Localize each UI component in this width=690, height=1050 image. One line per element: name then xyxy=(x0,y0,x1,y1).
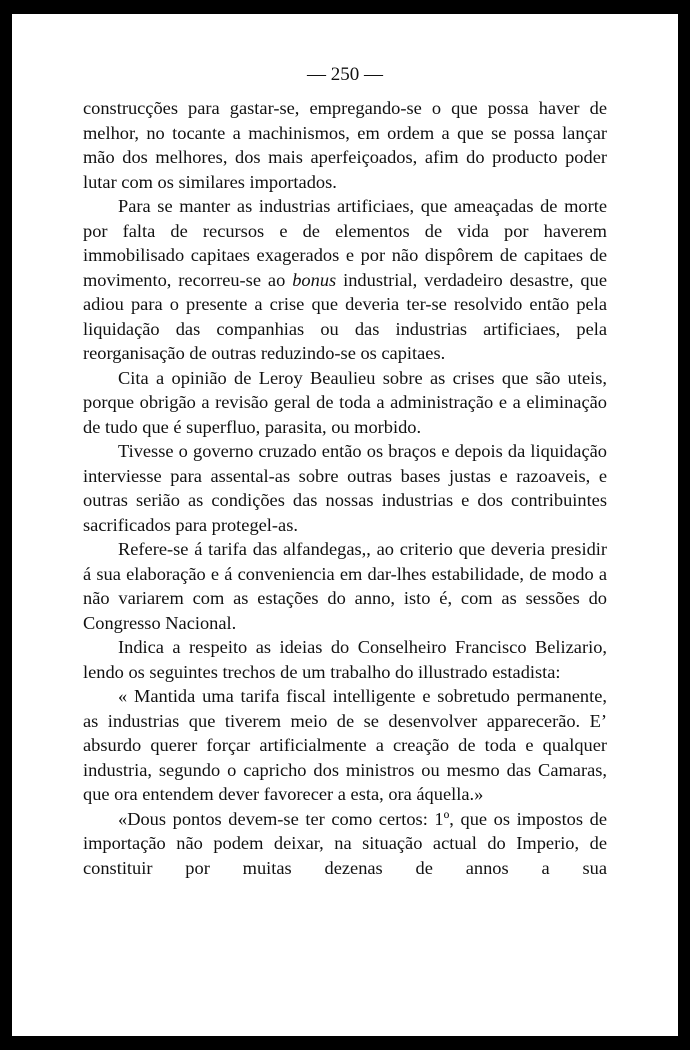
paragraph-6: Indica a respeito as ideias do Conselheiro Francisco Belizario, lendo os seguintes trechos de um trabalho do illustrado estadista: xyxy=(83,637,607,682)
book-page xyxy=(12,14,678,1036)
page-body xyxy=(83,96,607,880)
paragraph-2-part-1: Para se manter as industrias artificiaes, que ameaçadas de morte por falta de recursos e de elementos de vida por haverem immobilisado capitaes exagerados e por não dispôrem de capitaes de movimento, recorreu-se ao xyxy=(83,196,607,290)
paragraph-5: Refere-se á tarifa das alfandegas,, ao criterio que deveria presidir á sua elaboração e á conveniencia em dar-lhes estabilidade, de modo a não variarem com as estações do anno, isto é, com as sessões do Congresso Nacional. xyxy=(83,539,607,633)
paragraph-2 xyxy=(83,194,607,366)
paragraph-4: Tivesse o governo cruzado então os braços e depois da liquidação interviesse para assental-as sobre outras bases justas e razoaveis, e outras serião as condições das nossas industrias e dos contribuintes sacrificados para protegel-as. xyxy=(83,441,607,535)
quote-1: « Mantida uma tarifa fiscal intelligente e sobretudo permanente, as industrias que tiverem meio de se desenvolver apparecerão. E’ absurdo querer forçar artificialmente a creação de toda e qualquer industria, segundo o capricho dos ministros ou mesmo das Camaras, que ora entendem dever favorecer a esta, ora áquella.» xyxy=(83,686,607,804)
page-number: — 250 — xyxy=(307,64,383,85)
quote-2: «Dous pontos devem-se ter como certos: 1º, que os impostos de importação não podem deixar, na situação actual do Imperio, de constituir por muitas dezenas de annos a sua xyxy=(83,808,607,878)
paragraph-2-part-2: industrial, verdadeiro desastre, que adiou para o presente a crise que deveria ter-se resolvido então pela liquidação das companhias ou das industrias artificiaes, pela reorganisação de outras reduzindo-se os capitaes. xyxy=(83,269,607,363)
paragraph-3: Cita a opinião de Leroy Beaulieu sobre as crises que são uteis, porque obrigão a revisão geral de toda a administração e a eliminação de tudo que é superfluo, parasita, ou morbido. xyxy=(83,367,607,437)
paragraph-1: construcções para gastar-se, empregando-se o que possa haver de melhor, no tocante a machinismos, em ordem a que se possa lançar mão dos melhores, dos mais aperfeiçoados, afim do producto poder lutar com os similares importados. xyxy=(83,98,607,192)
italic-bonus: bonus xyxy=(292,269,337,290)
